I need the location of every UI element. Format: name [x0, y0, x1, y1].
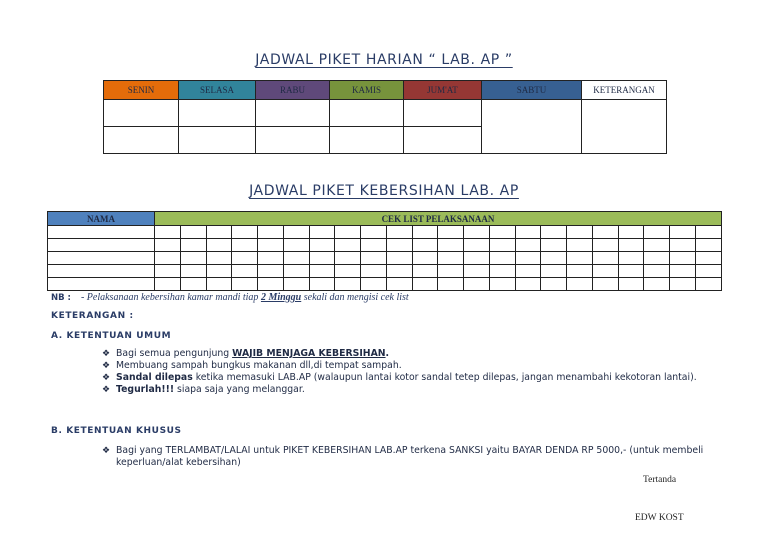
- check-cell[interactable]: [695, 252, 721, 265]
- check-cell[interactable]: [309, 265, 335, 278]
- check-cell[interactable]: [541, 239, 567, 252]
- check-cell[interactable]: [283, 226, 309, 239]
- check-cell[interactable]: [232, 239, 258, 252]
- check-cell[interactable]: [644, 265, 670, 278]
- check-cell[interactable]: [386, 252, 412, 265]
- day-header-jumat: JUM'AT: [404, 81, 482, 100]
- schedule-cell[interactable]: [256, 100, 330, 127]
- check-cell[interactable]: [567, 252, 593, 265]
- check-cell[interactable]: [592, 226, 618, 239]
- day-header-sabtu: SABTU: [482, 81, 582, 100]
- check-cell[interactable]: [695, 239, 721, 252]
- check-cell[interactable]: [592, 252, 618, 265]
- day-header-keterangan: KETERANGAN: [582, 81, 667, 100]
- check-cell[interactable]: [206, 265, 232, 278]
- check-cell[interactable]: [283, 265, 309, 278]
- cleaning-checklist-table: [47, 211, 722, 291]
- check-cell[interactable]: [618, 239, 644, 252]
- check-cell[interactable]: [515, 239, 541, 252]
- check-cell[interactable]: [232, 226, 258, 239]
- check-cell[interactable]: [206, 226, 232, 239]
- check-cell[interactable]: [489, 278, 515, 291]
- check-cell[interactable]: [592, 265, 618, 278]
- check-cell[interactable]: [206, 252, 232, 265]
- check-cell[interactable]: [670, 278, 696, 291]
- check-cell[interactable]: [232, 252, 258, 265]
- schedule-cell[interactable]: [104, 127, 179, 154]
- check-cell[interactable]: [412, 226, 438, 239]
- check-cell[interactable]: [541, 252, 567, 265]
- nama-cell[interactable]: [48, 278, 155, 291]
- nb-underline: 2 Minggu: [260, 292, 302, 303]
- day-header-senin: SENIN: [104, 81, 179, 100]
- check-cell[interactable]: [335, 226, 361, 239]
- check-cell[interactable]: [283, 252, 309, 265]
- signature-label: Tertanda: [643, 475, 677, 485]
- check-cell[interactable]: [155, 252, 181, 265]
- check-cell[interactable]: [412, 265, 438, 278]
- schedule-cell[interactable]: [179, 127, 256, 154]
- rule-item: ❖ Tegurlah!!! siapa saja yang melanggar.: [102, 384, 305, 395]
- check-cell[interactable]: [335, 278, 361, 291]
- check-cell[interactable]: [644, 239, 670, 252]
- check-cell[interactable]: [258, 226, 284, 239]
- check-cell[interactable]: [386, 226, 412, 239]
- check-cell[interactable]: [155, 265, 181, 278]
- check-cell[interactable]: [618, 226, 644, 239]
- check-cell[interactable]: [670, 265, 696, 278]
- check-cell[interactable]: [335, 239, 361, 252]
- check-cell[interactable]: [567, 278, 593, 291]
- cleaning-schedule-title: JADWAL PIKET KEBERSIHAN LAB. AP: [249, 183, 519, 199]
- check-cell[interactable]: [489, 239, 515, 252]
- check-cell[interactable]: [670, 252, 696, 265]
- section-a-heading: A. KETENTUAN UMUM: [51, 331, 172, 341]
- day-header-kamis: KAMIS: [330, 81, 404, 100]
- check-cell[interactable]: [283, 239, 309, 252]
- nama-cell[interactable]: [48, 252, 155, 265]
- check-cell[interactable]: [618, 278, 644, 291]
- section-b-heading: B. KETENTUAN KHUSUS: [51, 426, 182, 436]
- check-cell[interactable]: [180, 252, 206, 265]
- nama-cell[interactable]: [48, 226, 155, 239]
- check-cell[interactable]: [618, 252, 644, 265]
- schedule-cell-sabtu[interactable]: [482, 100, 582, 154]
- diamond-bullet-icon: ❖: [102, 349, 111, 359]
- check-cell[interactable]: [232, 265, 258, 278]
- nama-cell[interactable]: [48, 265, 155, 278]
- nama-cell[interactable]: [48, 239, 155, 252]
- check-cell[interactable]: [309, 278, 335, 291]
- checklist-row: [48, 265, 722, 278]
- daily-schedule-table: [103, 80, 667, 154]
- check-cell[interactable]: [412, 278, 438, 291]
- schedule-cell-keterangan[interactable]: [582, 100, 667, 154]
- check-cell[interactable]: [309, 239, 335, 252]
- check-cell[interactable]: [206, 239, 232, 252]
- check-cell[interactable]: [541, 226, 567, 239]
- check-cell[interactable]: [361, 226, 387, 239]
- rule-item: ❖ Bagi semua pengunjung WAJIB MENJAGA KEBERSIHAN.: [102, 348, 390, 359]
- check-cell[interactable]: [515, 278, 541, 291]
- rule-item: ❖ Bagi yang TERLAMBAT/LALAI untuk PIKET KEBERSIHAN LAB.AP terkena SANKSI yaitu BAYAR DENDA RP 5000,- (untuk membeli keperluan/alat kebersihan): [102, 445, 704, 468]
- schedule-cell[interactable]: [330, 100, 404, 127]
- diamond-bullet-icon: ❖: [102, 446, 111, 456]
- check-cell[interactable]: [670, 239, 696, 252]
- check-cell[interactable]: [464, 265, 490, 278]
- check-cell[interactable]: [438, 265, 464, 278]
- checklist-row: [48, 252, 722, 265]
- schedule-cell[interactable]: [404, 100, 482, 127]
- diamond-bullet-icon: ❖: [102, 373, 111, 383]
- check-cell[interactable]: [438, 226, 464, 239]
- check-cell[interactable]: [515, 226, 541, 239]
- keterangan-heading: KETERANGAN :: [51, 311, 134, 321]
- check-cell[interactable]: [180, 278, 206, 291]
- check-cell[interactable]: [412, 239, 438, 252]
- schedule-row: [104, 100, 667, 127]
- check-cell[interactable]: [618, 265, 644, 278]
- check-cell[interactable]: [464, 252, 490, 265]
- check-cell[interactable]: [592, 278, 618, 291]
- check-cell[interactable]: [180, 239, 206, 252]
- check-cell[interactable]: [567, 226, 593, 239]
- check-cell[interactable]: [567, 239, 593, 252]
- check-cell[interactable]: [567, 265, 593, 278]
- check-cell[interactable]: [644, 226, 670, 239]
- rules-general-list: [102, 348, 722, 396]
- check-cell[interactable]: [283, 278, 309, 291]
- check-cell[interactable]: [489, 252, 515, 265]
- check-cell[interactable]: [515, 265, 541, 278]
- checklist-row: [48, 239, 722, 252]
- check-cell[interactable]: [232, 278, 258, 291]
- checklist-row: [48, 278, 722, 291]
- checklist-header: CEK LIST PELAKSANAAN: [155, 212, 722, 226]
- check-cell[interactable]: [515, 252, 541, 265]
- check-cell[interactable]: [464, 226, 490, 239]
- rule-item: ❖ Sandal dilepas ketika memasuki LAB.AP (walaupun lantai kotor sandal tetep dilepas, jangan menambahi kekotoran lantai).: [102, 372, 697, 383]
- daily-schedule-title: JADWAL PIKET HARIAN “ LAB. AP ”: [255, 52, 513, 68]
- nama-header: NAMA: [48, 212, 155, 226]
- day-header-selasa: SELASA: [179, 81, 256, 100]
- check-cell[interactable]: [258, 239, 284, 252]
- check-cell[interactable]: [309, 252, 335, 265]
- check-cell[interactable]: [438, 278, 464, 291]
- nb-text-end: sekali dan mengisi cek list: [301, 292, 409, 303]
- rules-special-list: [102, 445, 722, 469]
- check-cell[interactable]: [386, 265, 412, 278]
- check-cell[interactable]: [155, 278, 181, 291]
- check-cell[interactable]: [361, 278, 387, 291]
- checklist-row: [48, 226, 722, 239]
- day-header-row: [104, 81, 667, 100]
- nb-note: [51, 292, 409, 303]
- check-cell[interactable]: [258, 252, 284, 265]
- check-cell[interactable]: [464, 278, 490, 291]
- rule-item: ❖ Membuang sampah bungkus makanan dll,di tempat sampah.: [102, 360, 402, 371]
- check-cell[interactable]: [180, 226, 206, 239]
- check-cell[interactable]: [489, 265, 515, 278]
- check-cell[interactable]: [309, 226, 335, 239]
- check-cell[interactable]: [644, 278, 670, 291]
- check-cell[interactable]: [644, 252, 670, 265]
- schedule-cell[interactable]: [104, 100, 179, 127]
- check-cell[interactable]: [695, 278, 721, 291]
- check-cell[interactable]: [412, 252, 438, 265]
- nb-label: NB :: [51, 293, 71, 303]
- diamond-bullet-icon: ❖: [102, 361, 111, 371]
- schedule-cell[interactable]: [404, 127, 482, 154]
- day-header-rabu: RABU: [256, 81, 330, 100]
- check-cell[interactable]: [541, 265, 567, 278]
- checklist-header-row: [48, 212, 722, 226]
- schedule-cell[interactable]: [330, 127, 404, 154]
- check-cell[interactable]: [155, 239, 181, 252]
- check-cell[interactable]: [541, 278, 567, 291]
- check-cell[interactable]: [592, 239, 618, 252]
- diamond-bullet-icon: ❖: [102, 385, 111, 395]
- check-cell[interactable]: [361, 252, 387, 265]
- check-cell[interactable]: [335, 252, 361, 265]
- check-cell[interactable]: [670, 226, 696, 239]
- check-cell[interactable]: [464, 239, 490, 252]
- check-cell[interactable]: [180, 265, 206, 278]
- schedule-cell[interactable]: [256, 127, 330, 154]
- schedule-cell[interactable]: [179, 100, 256, 127]
- check-cell[interactable]: [258, 265, 284, 278]
- check-cell[interactable]: [258, 278, 284, 291]
- signature-name: EDW KOST: [635, 513, 684, 523]
- check-cell[interactable]: [155, 226, 181, 239]
- check-cell[interactable]: [438, 239, 464, 252]
- check-cell[interactable]: [489, 226, 515, 239]
- check-cell[interactable]: [335, 265, 361, 278]
- check-cell[interactable]: [361, 239, 387, 252]
- nb-text: - Pelaksanaan kebersihan kamar mandi tiap: [80, 292, 261, 303]
- check-cell[interactable]: [386, 278, 412, 291]
- check-cell[interactable]: [438, 252, 464, 265]
- check-cell[interactable]: [695, 265, 721, 278]
- check-cell[interactable]: [695, 226, 721, 239]
- check-cell[interactable]: [361, 265, 387, 278]
- check-cell[interactable]: [386, 239, 412, 252]
- check-cell[interactable]: [206, 278, 232, 291]
